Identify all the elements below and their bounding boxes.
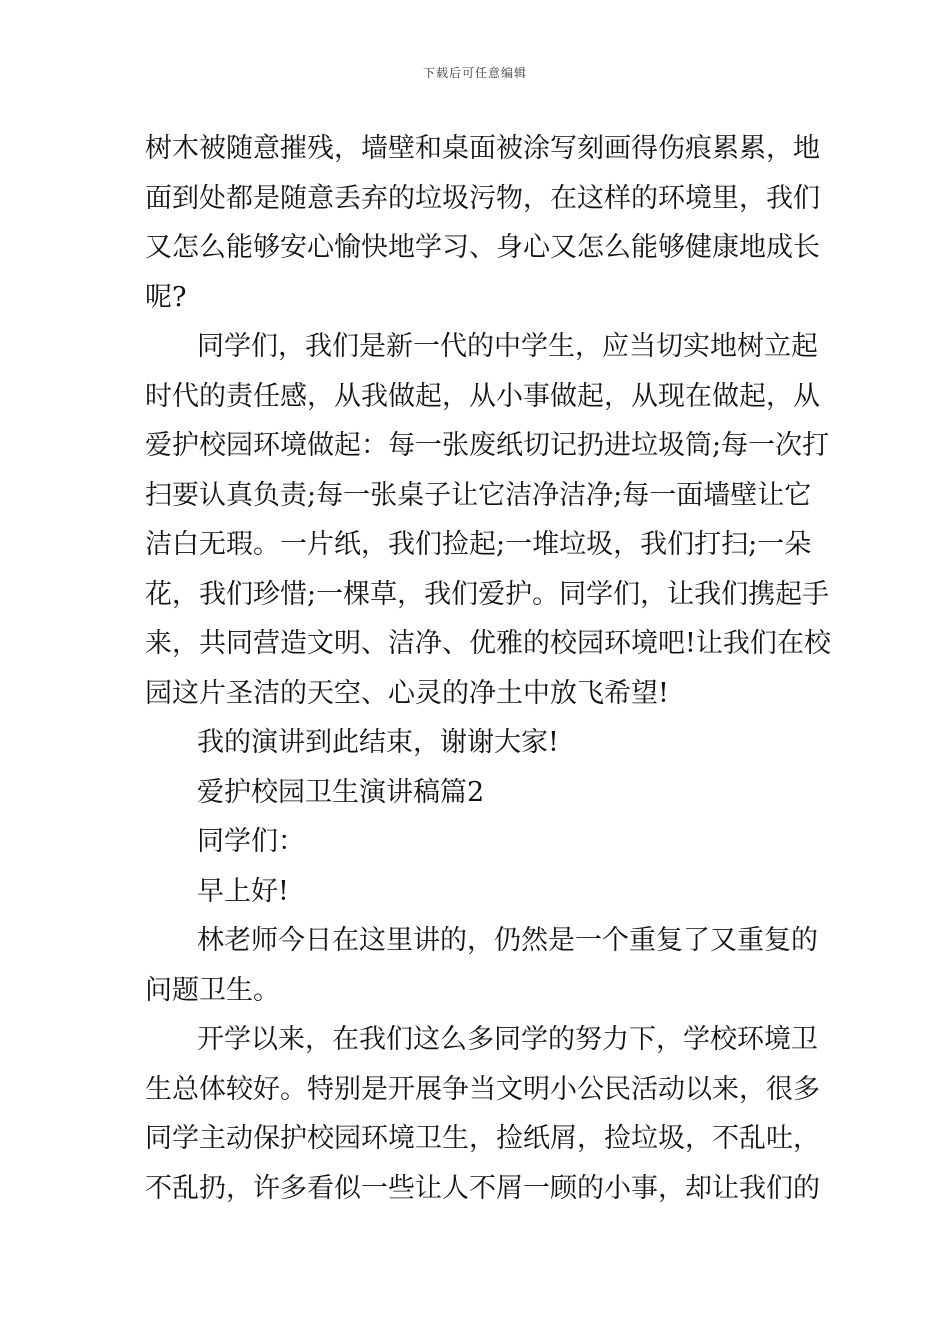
paragraph-line: 爱护校园环境做起：每一张废纸切记扔进垃圾筒;每一次打	[145, 430, 830, 461]
paragraph-line: 不乱扔，许多看似一些让人不屑一顾的小事，却让我们的	[145, 1172, 820, 1204]
paragraph-line: 同学主动保护校园环境卫生，捡纸屑，捡垃圾，不乱吐，	[145, 1123, 820, 1154]
paragraph-line: 又怎么能够安心愉快地学习、身心又怎么能够健康地成长	[145, 232, 820, 263]
paragraph	[145, 768, 805, 818]
paragraph	[145, 124, 820, 322]
paragraph-line: 花，我们珍惜;一棵草，我们爱护。同学们，让我们携起手	[145, 578, 830, 610]
document-body	[145, 124, 831, 1213]
paragraph-line: 面到处都是随意丢弃的垃圾污物，在这样的环境里，我们	[145, 182, 820, 214]
paragraph	[145, 817, 805, 867]
paragraph-line: 爱护校园卫生演讲稿篇2	[197, 776, 485, 808]
paragraph	[145, 718, 805, 768]
paragraph-line: 同学们，我们是新一代的中学生，应当切实地树立起	[197, 331, 818, 362]
paragraph-line: 扫要认真负责;每一张桌子让它洁净洁净;每一面墙壁让它	[145, 479, 812, 511]
paragraph-line: 我的演讲到此结束，谢谢大家!	[197, 727, 559, 758]
paragraph-line: 问题卫生。	[145, 974, 280, 1006]
paragraph	[145, 916, 818, 1015]
header-note: 下载后可任意编辑	[422, 66, 527, 80]
paragraph	[145, 867, 805, 917]
paragraph	[145, 322, 831, 718]
paragraph-line: 树木被随意摧残，墙壁和桌面被涂写刻画得伤痕累累，地	[145, 133, 820, 164]
paragraph-line: 开学以来，在我们这么多同学的努力下，学校环境卫	[197, 1024, 818, 1055]
paragraph-line: 园这片圣洁的天空、心灵的净土中放飞希望!	[145, 677, 669, 709]
paragraph-line: 呢?	[145, 281, 187, 313]
paragraph-line: 生总体较好。特别是开展争当文明小公民活动以来，很多	[145, 1073, 820, 1105]
paragraph-line: 洁白无瑕。一片纸，我们捡起;一堆垃圾，我们打扫;一朵	[145, 529, 812, 560]
paragraph	[145, 1015, 820, 1213]
paragraph-line: 林老师今日在这里讲的，仍然是一个重复了又重复的	[197, 925, 818, 956]
paragraph-line: 时代的责任感，从我做起，从小事做起，从现在做起，从	[145, 380, 820, 412]
paragraph-line: 同学们：	[197, 826, 305, 857]
paragraph-line: 来，共同营造文明、洁净、优雅的校园环境吧!让我们在校	[145, 628, 831, 659]
paragraph-line: 早上好!	[197, 875, 289, 907]
